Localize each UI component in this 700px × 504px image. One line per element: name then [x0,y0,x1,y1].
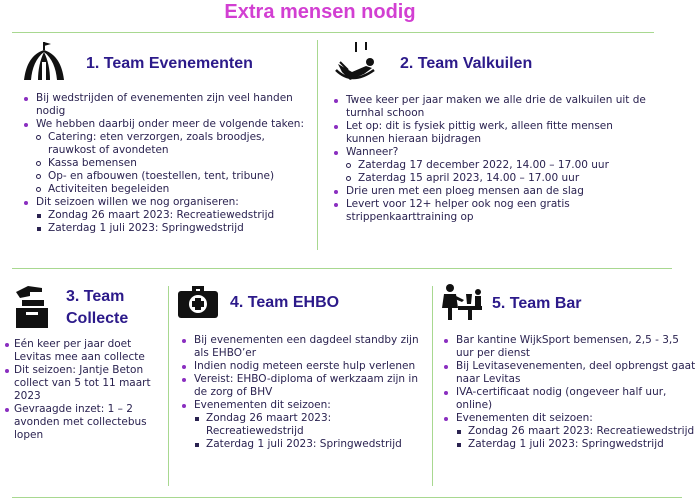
list-item: Eén keer per jaar doet Levitas mee aan collecte [4,338,164,364]
team-bar-list [438,334,696,451]
list-item: Drie uren met een ploeg mensen aan de slag [328,185,654,198]
team-collecte-panel [4,282,164,494]
list-item: IVA-certificaat nodig (ongeveer half uur, online) [438,386,696,412]
list-item: Evenementen dit seizoen: [438,412,696,425]
team-bar-panel [438,282,696,494]
bartender-icon [438,282,484,326]
team-evenementen-panel [18,40,314,262]
list-item: Dit seizoen: Jantje Beton collect van 5 tot 11 maart 2023 [4,364,164,403]
list-item: Bar kantine WijkSport bemensen, 2,5 - 3,5 uur per dienst [438,334,696,360]
list-item: Zondag 26 maart 2023: Recreatiewedstrijd [18,209,314,222]
donation-box-icon [12,282,52,334]
list-item: Dit seizoen willen we nog organiseren: [18,196,314,209]
list-item: Wanneer? [328,146,654,159]
list-item: Levert voor 12+ helper ook nog een gratis strippenkaarttraining op [328,198,654,224]
team-collecte-header [4,282,146,334]
list-item: Bij evenementen een dagdeel standby zijn als EHBO’er [176,334,432,360]
team-collecte-list [4,338,164,442]
list-item: Evenementen dit seizoen: [176,399,432,412]
team-ehbo-list [176,334,432,451]
divider-bottom [12,497,682,498]
list-item: Zondag 26 maart 2023: Recreatiewedstrijd [176,412,432,438]
team-valkuilen-title: 2. Team Valkuilen [400,55,533,72]
list-item: Zaterdag 15 april 2023, 14.00 – 17.00 uur [328,172,654,185]
page-title: Extra mensen nodig [224,1,416,23]
list-item: Zondag 26 maart 2023: Recreatiewedstrijd [438,425,696,438]
list-item: Zaterdag 1 juli 2023: Springwedstrijd [18,222,314,235]
team-ehbo-header [176,282,339,324]
team-evenementen-list [18,92,314,235]
team-bar-header [438,282,582,326]
list-item: Let op: dit is fysiek pittig werk, alleen fitte mensen kunnen hieraan bijdragen [328,120,654,146]
falling-person-icon [328,40,386,88]
team-ehbo-title: 4. Team EHBO [230,294,340,311]
divider-bottom-right [432,286,433,486]
list-item: Zaterdag 17 december 2022, 14.00 – 17.00 uur [328,159,654,172]
team-collecte-title: 3. Team Collecte [66,288,129,327]
list-item: Twee keer per jaar maken we alle drie de valkuilen uit de turnhal schoon [328,94,654,120]
list-item: Kassa bemensen [18,157,314,170]
divider-bottom-left [168,286,169,486]
list-item: Zaterdag 1 juli 2023: Springwedstrijd [176,438,432,451]
team-ehbo-panel [176,282,432,494]
divider-middle [12,268,672,269]
divider-top-vertical [317,40,318,250]
list-item: Zaterdag 1 juli 2023: Springwedstrijd [438,438,696,451]
list-item: Bij wedstrijden of evenementen zijn veel handen nodig [18,92,314,118]
divider-top [12,32,654,33]
team-valkuilen-list [328,94,654,224]
team-evenementen-header [18,40,253,88]
list-item: Gevraagde inzet: 1 – 2 avonden met collectebus lopen [4,403,164,442]
list-item: Indien nodig meteen eerste hulp verlenen [176,360,432,373]
team-valkuilen-header [328,40,532,88]
list-item: Catering: eten verzorgen, zoals broodjes, rauwkost of avondeten [18,131,314,157]
list-item: We hebben daarbij onder meer de volgende taken: [18,118,314,131]
team-bar-title: 5. Team Bar [492,295,582,312]
list-item: Op- en afbouwen (toestellen, tent, tribune) [18,170,314,183]
list-item: Bij Levitasevenementen, deel opbrengst gaat naar Levitas [438,360,696,386]
team-valkuilen-panel [328,40,654,262]
circus-tent-icon [18,40,70,88]
first-aid-kit-icon [176,282,220,324]
list-item: Activiteiten begeleiden [18,183,314,196]
team-evenementen-title: 1. Team Evenementen [86,55,253,72]
list-item: Vereist: EHBO-diploma of werkzaam zijn in de zorg of BHV [176,373,432,399]
